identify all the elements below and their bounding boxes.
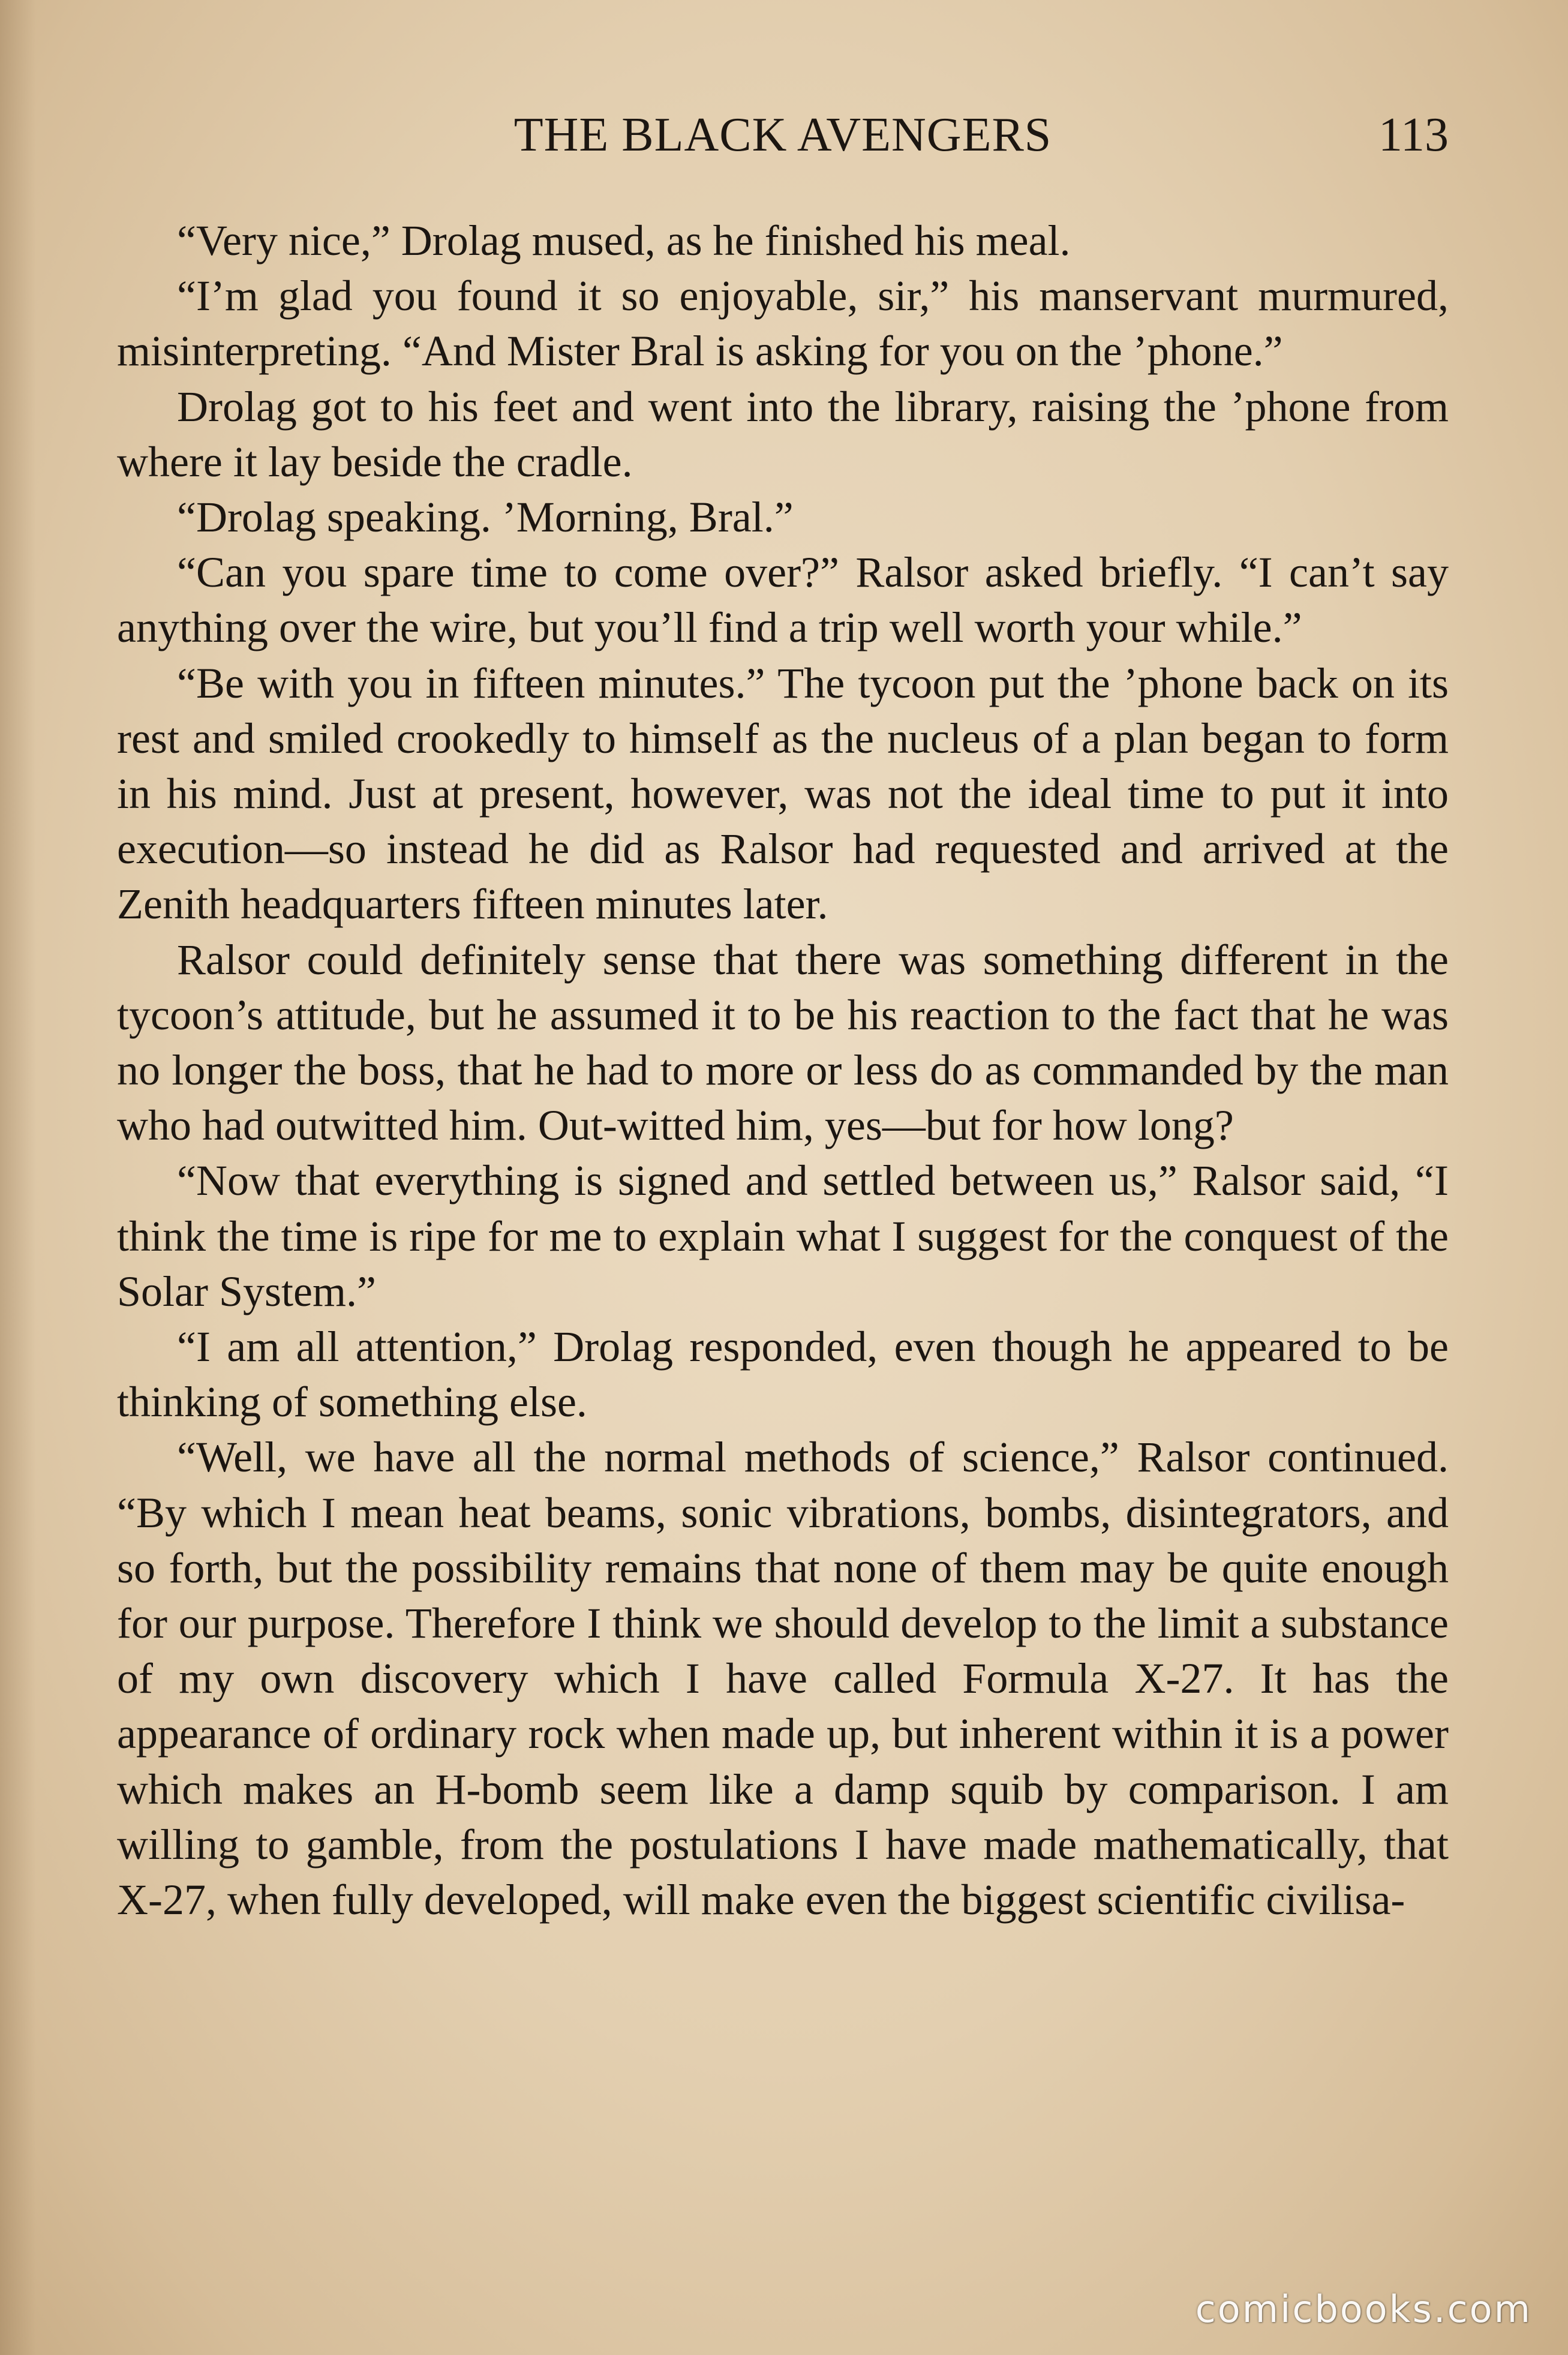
paragraph: Ralsor could definitely sense that there was something different in the tycoon’s attitude, but he assumed it to be his reaction to the fact that he was no longer the boss, that he had to more or less do as commanded by the man who had outwitted him. Out-witted him, yes—but for how long? [117,935,1449,1150]
body-text [117,213,1449,1927]
paragraph: “I am all attention,” Drolag responded, even though he appeared to be thinking of something else. [117,1323,1449,1426]
page-shadow [0,0,36,2355]
paragraph: “Well, we have all the normal methods of science,” Ralsor continued. “By which I mean heat beams, sonic vibrations, bombs, disintegrators, and so forth, but the possibility remains that none of them may be quite enough for our purpose. Therefore I think we should develop to the limit a substance of my own discovery which I have called Formula X-27. It has the appearance of ordinary rock when made up, but inherent within it is a power which makes an H-bomb seem like a damp squib by comparison. I am willing to gamble, from the postulations I have made mathematically, that X-27, when fully developed, will make even the biggest scientific civilisa- [117,1433,1449,1924]
paragraph: “I’m glad you found it so enjoyable, sir,” his manservant murmured, misinterpreting. “And Mister Bral is asking for you on the ’phone.” [117,272,1449,376]
running-head [117,102,1449,168]
paragraph: “Very nice,” Drolag mused, as he finished his meal. [177,217,1071,265]
paragraph: “Be with you in fifteen minutes.” The tycoon put the ’phone back on its rest and smiled crookedly to himself as the nucleus of a plan began to form in his mind. Just at present, however, was not the ideal time to put it into execution—so instead he did as Ralsor had requested and arrived at the Zenith headquarters fifteen minutes later. [117,659,1449,929]
paragraph: “Drolag speaking. ’Morning, Bral.” [177,493,794,542]
page-number: 113 [1378,109,1449,161]
paragraph: “Now that everything is signed and settled between us,” Ralsor said, “I think the time is ripe for me to explain what I suggest for the conquest of the Solar System.” [117,1157,1449,1315]
running-title: THE BLACK AVENGERS [513,109,1052,161]
paragraph: “Can you spare time to come over?” Ralsor asked briefly. “I can’t say anything over the wire, but you’ll find a trip well worth your while.” [117,548,1449,652]
paragraph: Drolag got to his feet and went into the library, raising the ’phone from where it lay beside the cradle. [117,382,1449,486]
watermark: comicbooks.com [1195,2287,1532,2331]
